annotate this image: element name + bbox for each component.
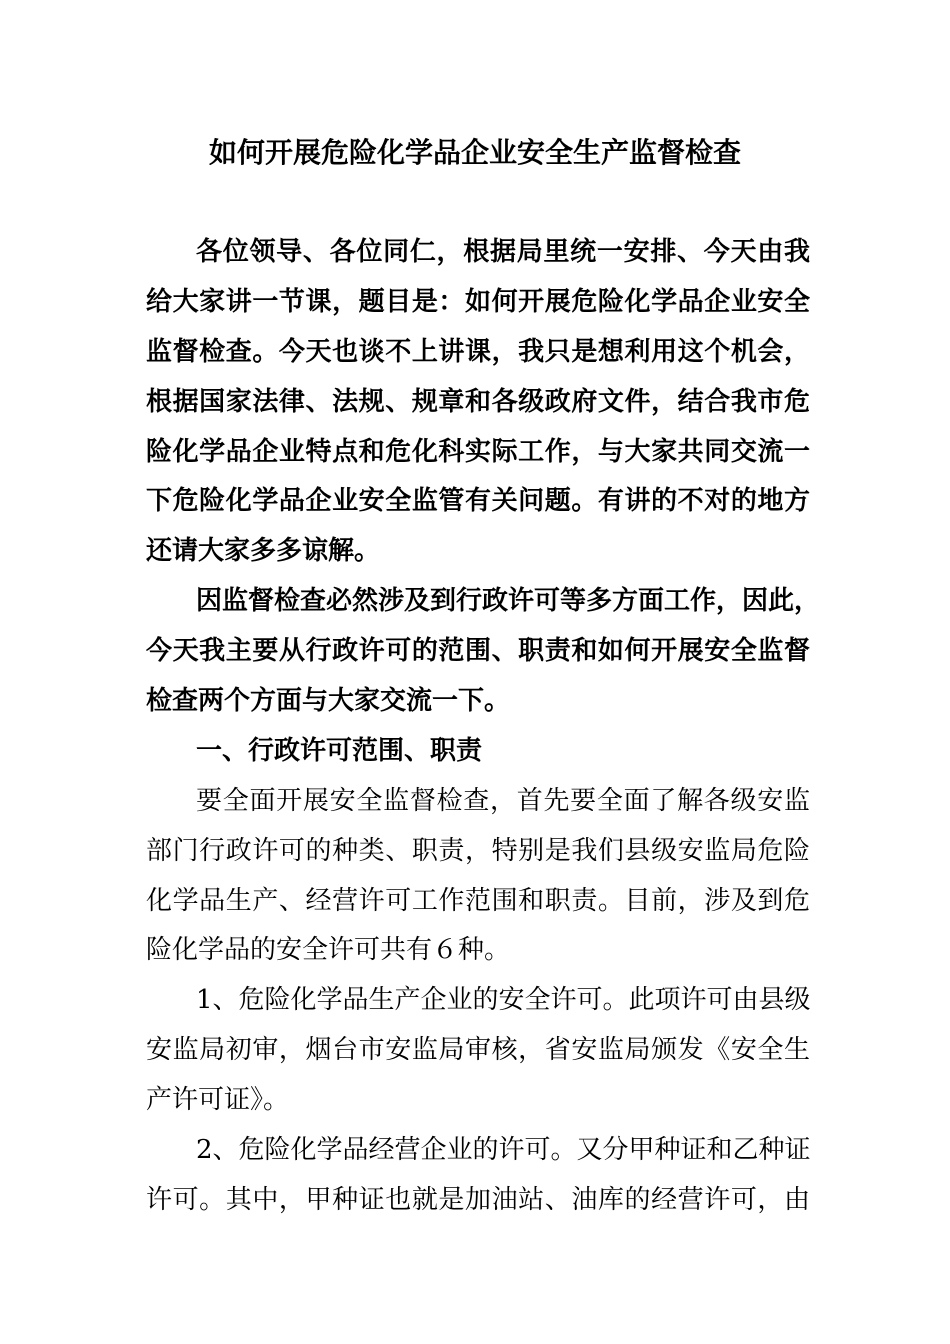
text-line: 许可。其中，甲种证也就是加油站、油库的经营许可，由 bbox=[146, 1184, 810, 1215]
document-title: 如何开展危险化学品企业安全生产监督检查 bbox=[208, 136, 741, 169]
text-line: 险化学品企业特点和危化科实际工作，与大家共同交流一 bbox=[146, 436, 810, 467]
paragraph-licensing bbox=[146, 777, 810, 977]
text-line: 2、危险化学品经营企业的许可。又分甲种证和乙种证 bbox=[196, 1135, 811, 1166]
text-line: 要全面开展安全监督检查，首先要全面了解各级安监 bbox=[196, 785, 810, 816]
list-item-1 bbox=[146, 976, 810, 1126]
text-line: 1、危险化学品生产企业的安全许可。此项许可由县级 bbox=[196, 985, 811, 1016]
text-line: 检查两个方面与大家交流一下。 bbox=[146, 686, 511, 717]
text-line: 安监局初审，烟台市安监局审核，省安监局颁发《安全生 bbox=[146, 1035, 810, 1066]
text-line: 产许可证》。 bbox=[146, 1085, 290, 1116]
heading-text: 一、行政许可范围、职责 bbox=[196, 735, 483, 766]
list-item-2 bbox=[146, 1126, 810, 1226]
paragraph-opening bbox=[146, 228, 810, 577]
text-line: 给大家讲一节课，题目是：如何开展危险化学品企业安全 bbox=[146, 286, 810, 317]
text-line: 下危险化学品企业安全监管有关问题。有讲的不对的地方 bbox=[146, 486, 810, 517]
text-line: 化学品生产、经营许可工作范围和职责。目前，涉及到危 bbox=[146, 885, 810, 916]
text-line: 今天我主要从行政许可的范围、职责和如何开展安全监督 bbox=[146, 636, 810, 667]
document-body bbox=[146, 228, 821, 1226]
text-line: 根据国家法律、法规、规章和各级政府文件，结合我市危 bbox=[146, 386, 810, 417]
text-line: 险化学品的安全许可共有６种。 bbox=[146, 935, 511, 966]
text-line: 因监督检查必然涉及到行政许可等多方面工作，因此， bbox=[196, 586, 821, 617]
section-heading bbox=[146, 727, 810, 777]
paragraph-scope bbox=[146, 577, 821, 727]
text-line: 还请大家多多谅解。 bbox=[146, 536, 381, 567]
text-line: 部门行政许可的种类、职责，特别是我们县级安监局危险 bbox=[146, 835, 810, 866]
text-line: 各位领导、各位同仁，根据局里统一安排、今天由我 bbox=[196, 237, 810, 267]
text-line: 监督检查。今天也谈不上讲课，我只是想利用这个机会， bbox=[146, 336, 810, 367]
